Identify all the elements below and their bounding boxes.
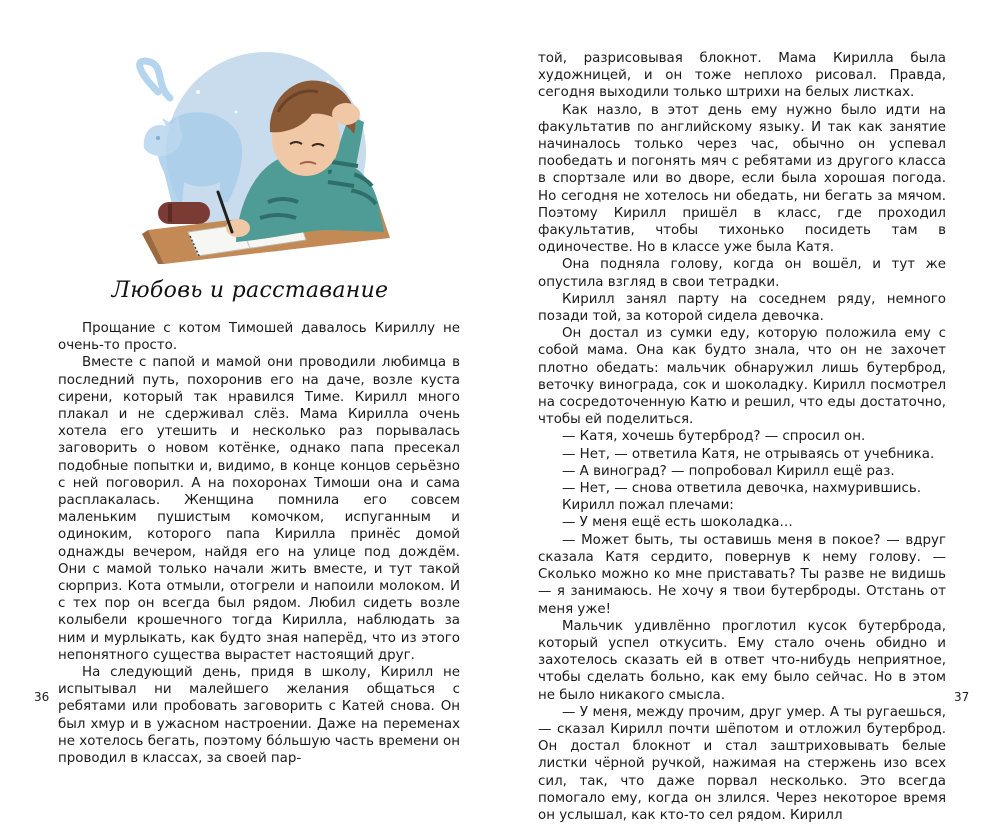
dialogue-line: — Катя, хочешь бутерброд? — спросил он.	[562, 429, 866, 445]
paragraph-continuation: той, разрисовывая блокнот. Мама Кирилла была художницей, и он тоже неплохо рисовал. Правда, сегодня выходили только штрихи на белых листках.	[538, 51, 946, 101]
paragraph: Кирилл пожал плечами:	[562, 498, 734, 514]
dialogue-line: — Может быть, ты оставишь меня в покое? — вдруг сказала Катя сердито, повернув к нему голову. — Сколько можно ко мне приставать? Ты разве не видишь — я занимаюсь. Не хочу я твои бутерброды. Отстань от меня уже!	[538, 532, 946, 617]
dialogue-line: — А виноград? — попробовал Кирилл ещё раз.	[562, 463, 895, 479]
right-page-text	[538, 50, 946, 824]
left-page-text	[58, 320, 460, 767]
dialogue-line: — У меня ещё есть шоколадка…	[562, 515, 793, 531]
dialogue-line: — У меня, между прочим, друг умер. А ты ругаешься, — сказал Кирилл почти шёпотом и отложил бутерброд. Он достал блокнот и стал заштриховывать белые листки чёрной ручкой, нажимая на стержень изо всех сил, так, что даже порвал несколько. Это всегда помогало ему, когда он злился. Через некоторое время он услышал, как кто-то сел рядом. Кирилл	[538, 704, 946, 823]
paragraph: Кирилл занял парту на соседнем ряду, немного позади той, за которой сидела девочка.	[538, 291, 946, 325]
page-number-left: 36	[34, 690, 50, 704]
dialogue-line: — Нет, — снова ответила девочка, нахмурившись.	[562, 481, 921, 497]
paragraph: Прощание с котом Тимошей давалось Кириллу не очень-то просто.	[58, 321, 460, 354]
dialogue-line: — Нет, — ответила Катя, не отрываясь от учебника.	[562, 446, 935, 462]
paragraph: Она подняла голову, когда он вошёл, и тут же опустила взгляд в свои тетрадки.	[538, 257, 946, 290]
paragraph: Как назло, в этот день ему нужно было идти на факультатив по английскому языку. И так как занятие начиналось только через час, обычно он успевал пообедать и погонять мяч с ребятами из другого класса в спортзале или во дворе, если была хорошая погода. Но сегодня не хотелось ни обедать, ни бегать за мячом. Поэтому Кирилл пришёл в класс, где проходил факультатив, чтобы тихонько посидеть там в одиночестве. Но в классе уже была Катя.	[538, 102, 946, 256]
paragraph: На следующий день, придя в школу, Кирилл не испытывал ни малейшего желания общаться с ребятами или пробовать заговорить с Катей снова. Он был хмур и в ужасном настроении. Даже на переменах не хотелось бегать, поэтому бóльшую часть времени он проводил в классах, за своей пар-	[58, 665, 460, 767]
right-page	[500, 0, 1000, 823]
pencil-case	[158, 202, 210, 224]
paragraph: Вместе с папой и мамой они проводили любимца в последний путь, похоронив его на даче, возле куста сирени, который так нравился Тиме. Кирилл много плакал и не сдерживал слёз. Мама Кирилла очень хотела его утешить и несколько раз порывалась заговорить о новом котёнке, однако папа пресекал подобные попытки и, видимо, в конце концов серьёзно с ней поговорил. А на похоронах Тимоши она и сама расплакалась. Женщина помнила его совсем маленьким пушистым комочком, испуганным и одиноким, которого папа Кирилла принёс домой однажды вечером, найдя его на улице под дождём. Они с мамой только начали жить вместе, и тут такой сюрприз. Кота отмыли, отогрели и напоили молоком. И с тех пор он всегда был рядом. Любил сидеть возле колыбели крошечного тогда Кирилла, наблюдать за ним и мурлыкать, как будто зная наперёд, что из этого непонятного существа вырастет настоящий друг.	[58, 355, 460, 663]
left-page	[0, 0, 500, 767]
chapter-title: Любовь и расставание	[111, 278, 389, 303]
chapter-illustration	[128, 52, 390, 264]
paragraph: Он достал из сумки еду, которую положила ему с собой мама. Она как будто знала, что он не захочет плотно обедать: мальчик обнаружил лишь бутерброд, веточку винограда, сок и шоколадку. Кирилл посмотрел на сосредоточенную Катю и решил, что еды достаточно, чтобы ей поделиться.	[538, 326, 946, 428]
paragraph: Мальчик удивлённо проглотил кусок бутерброда, который успел откусить. Ему стало очень обидно и захотелось сказать ей в ответ что-нибудь неприятное, чтобы сделать больно, как ему было сейчас. Но в этом не было никакого смысла.	[538, 618, 946, 703]
page-number-right: 37	[954, 690, 970, 704]
